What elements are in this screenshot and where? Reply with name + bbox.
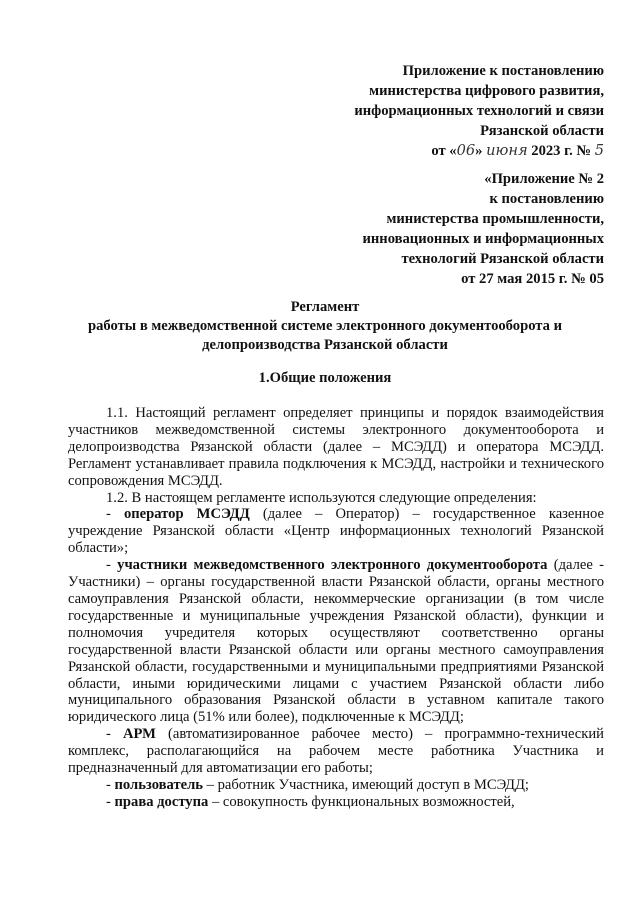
definition-item: - пользователь – работник Участника, имеющий доступ в МСЭДД; <box>106 776 529 793</box>
appendix-header-prior <box>362 169 604 289</box>
definition-text: (далее - Участники) – органы государственной власти Рязанской области, органы местного самоуправления Рязанской области, некоммерческие организации (в том числе государственные и муниципальные учреждения Рязанской области), функции и полномочия учредителя которых осуществляют соответственно органы государственной власти Рязанской области или органы местного самоуправления Рязанской области, государственными и муниципальными предприятиями Рязанской области, иными юридическими лицами с участием Рязанской области либо муниципального образования Рязанской области в уставном капитале такого юридического лица (51% или более), подключенные к МСЭДД; <box>68 557 604 726</box>
handwritten-month: июня <box>486 142 528 159</box>
appendix-line: «Приложение № 2 <box>484 171 604 187</box>
definition-term: права доступа <box>114 793 209 810</box>
definition-item: - участники межведомственного электронного документооборота (далее - Участники) – органы государственной власти Рязанской области, органы местного самоуправления Рязанской области, некоммерческие организации (в том числе государственные и муниципальные учреждения Рязанской области), функции и полномочия учредителя которых осуществляют соответственно органы государственной власти Рязанской области или органы местного самоуправления Рязанской области, государственными и муниципальными предприятиями Рязанской области, иными юридическими лицами с участием Рязанской области либо муниципального образования Рязанской области в уставном капитале такого юридического лица (51% или более), подключенные к МСЭДД; <box>68 557 604 726</box>
definition-term: АРМ <box>122 726 156 743</box>
appendix-line: от 27 мая 2015 г. № 05 <box>461 271 604 287</box>
definition-text: – работник Участника, имеющий доступ в МСЭДД; <box>203 776 529 793</box>
title-line: Регламент <box>290 299 360 315</box>
appendix-line: информационных технологий и связи <box>354 103 604 119</box>
definition-text: (далее – Оператор) – государственное казенное учреждение Рязанской области «Центр информационных технологий Рязанской области»; <box>68 506 604 557</box>
handwritten-number: 5 <box>594 142 604 159</box>
definition-term: участники межведомственного электронного документооборота <box>117 557 548 574</box>
title-line: делопроизводства Рязанской области <box>202 337 448 353</box>
document-body <box>68 405 604 811</box>
appendix-line: Приложение к постановлению <box>402 63 604 79</box>
appendix-line: технологий Рязанской области <box>401 251 604 267</box>
definition-term: оператор МСЭДД <box>123 506 250 523</box>
appendix-line: Рязанской области <box>480 123 604 139</box>
definition-item: - АРМ (автоматизированное рабочее место) – программно-технический комплекс, располагающийся на рабочем месте работника Участника и предназначенный для автоматизации его работы; <box>68 726 604 777</box>
appendix-line: к постановлению <box>489 191 604 207</box>
appendix-line: министерства промышленности, <box>386 211 604 227</box>
appendix-line: инновационных и информационных <box>362 231 604 247</box>
definition-term: пользователь <box>114 776 203 793</box>
handwritten-day: 06 <box>456 142 476 159</box>
paragraph: 1.1. Настоящий регламент определяет принципы и порядок взаимодействия участников межведомственной системы электронного документооборота и делопроизводства Рязанской области (далее – МСЭДД) и оператора МСЭДД. Регламент устанавливает правила подключения к МСЭДД, настройки и технического сопровождения МСЭДД. <box>68 405 604 489</box>
section-heading: 1.Общие положения <box>258 370 392 386</box>
definition-item: - оператор МСЭДД (далее – Оператор) – государственное казенное учреждение Рязанской области «Центр информационных технологий Рязанской области»; <box>68 506 604 557</box>
definition-text: – совокупность функциональных возможностей, <box>208 793 515 810</box>
document-title <box>60 298 590 355</box>
definition-item: - права доступа – совокупность функциональных возможностей, <box>106 793 515 810</box>
appendix-line: министерства цифрового развития, <box>369 83 604 99</box>
appendix-date-line: от «06» июня 2023 г. № 5 <box>431 142 604 159</box>
paragraph: 1.2. В настоящем регламенте используются следующие определения: <box>106 489 537 506</box>
definition-text: (автоматизированное рабочее место) – программно-технический комплекс, располагающийся на рабочем месте работника Участника и предназначенный для автоматизации его работы; <box>68 726 604 777</box>
appendix-header-current <box>354 61 604 161</box>
title-line: работы в межведомственной системе электронного документооборота и <box>87 318 563 334</box>
